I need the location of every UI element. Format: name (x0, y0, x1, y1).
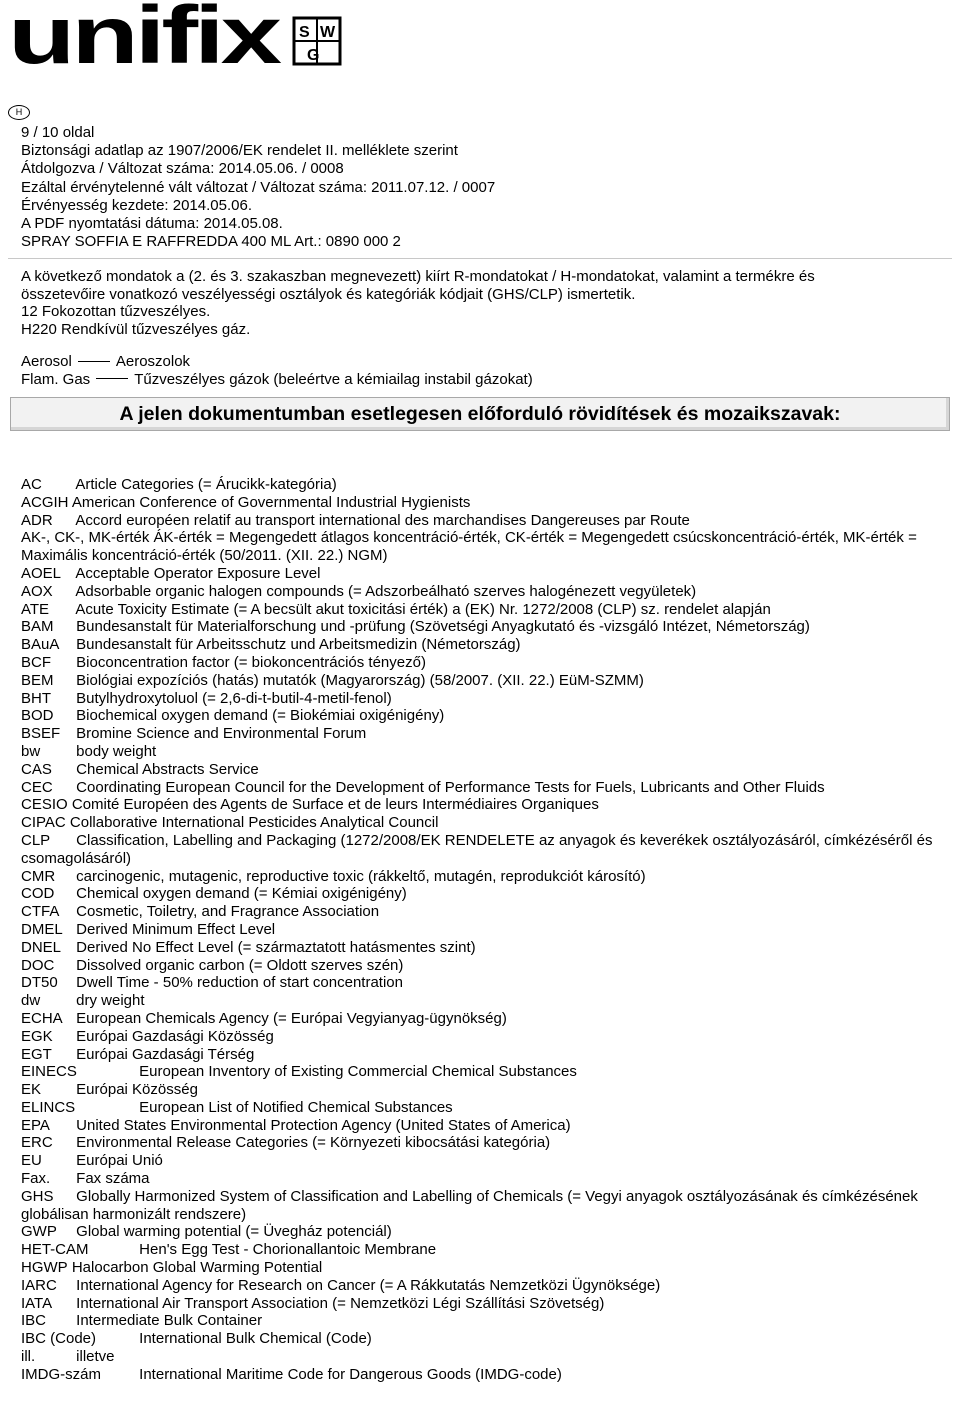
abbreviation-term: dw (21, 992, 41, 1010)
abbreviation-term: IBC (21, 1312, 47, 1330)
abbreviation-term: DOC (21, 956, 55, 974)
abbreviation-term: GWP (21, 1223, 57, 1241)
abbreviation-definition: ÁK-érték = Megengedett átlagos koncentráció-érték, CK-érték = Megengedett csúcskoncentráció-érték, MK-érték = Maximális koncentráció-érték (50/2011. (XII. 22.) NGM) (21, 529, 917, 565)
abbreviation-term: BAuA (21, 636, 60, 654)
hazard-line: 12 Fokozottan tűzveszélyes. (21, 303, 211, 320)
abbreviation-row (21, 654, 946, 672)
abbreviation-term: HET-CAM (21, 1241, 89, 1259)
abbreviation-row (21, 707, 946, 725)
abbreviation-definition: Acute Toxicity Estimate (= A becsült akut toxicitási érték) a (EK) Nr. 1272/2008 (CLP) sz. rendelet alapján (75, 600, 771, 618)
abbreviation-row (21, 1063, 946, 1081)
product-name: SPRAY SOFFIA E RAFFREDDA 400 ML Art.: 0890 000 2 (21, 233, 401, 251)
abbreviation-term: DNEL (21, 938, 62, 956)
logo-wordmark: unifix (8, 0, 282, 72)
abbreviation-definition: body weight (76, 742, 157, 760)
abbreviation-term: BSEF (21, 725, 61, 743)
abbreviation-row (21, 1046, 946, 1064)
abbreviation-term: ATE (21, 600, 50, 618)
abbreviation-definition: Bundesanstalt für Materialforschung und -prüfung (Szövetségi Anyagkutató és -vizsgáló Intézet, Németország) (76, 618, 810, 636)
em-dash-icon (96, 378, 128, 379)
abbreviation-row (21, 1330, 946, 1348)
abbreviation-row (21, 690, 946, 708)
abbreviation-row (21, 1081, 946, 1099)
abbreviation-term: EPA (21, 1116, 50, 1134)
abbreviation-definition: International Bulk Chemical (Code) (139, 1330, 372, 1348)
valid-from: Érvényesség kezdete: 2014.05.06. (21, 196, 252, 214)
abbreviation-term: HGWP (21, 1259, 68, 1277)
abbreviation-row (21, 672, 946, 690)
abbreviation-definition: European Inventory of Existing Commercial Chemical Substances (139, 1063, 577, 1081)
abbreviation-definition: Dissolved organic carbon (= Oldott szerves szén) (76, 956, 404, 974)
abbreviation-definition: Comité Européen des Agents de Surface et de leurs Intermédiaires Organiques (71, 796, 599, 814)
abbreviation-definition: Intermediate Bulk Container (76, 1312, 263, 1330)
abbreviation-term: CAS (21, 760, 52, 778)
abbreviation-term: ERC (21, 1134, 53, 1152)
abbreviation-row (21, 1241, 946, 1259)
abbreviation-row (21, 529, 946, 565)
abbreviation-definition: Bioconcentration factor (= biokoncentrációs tényező) (76, 653, 426, 671)
abbreviation-term: EGK (21, 1027, 53, 1045)
abbreviation-definition: International Maritime Code for Dangerous Goods (IMDG-code) (139, 1365, 562, 1383)
abbreviation-definition: International Air Transport Association (= Nemzetközi Légi Szállítási Szövetség) (76, 1294, 605, 1312)
abbreviation-definition: Chemical oxygen demand (= Kémiai oxigénigény) (76, 885, 407, 903)
abbreviation-definition: Cosmetic, Toiletry, and Fragrance Association (76, 903, 380, 921)
abbreviation-term: AK-, CK-, MK-érték (21, 529, 150, 547)
abbreviation-term: AC (21, 476, 42, 493)
abbreviation-row (21, 725, 946, 743)
abbreviation-definition: Bromine Science and Environmental Forum (76, 725, 367, 743)
abbreviation-row (21, 1223, 946, 1241)
abbreviation-row (21, 618, 946, 636)
abbreviation-definition: Fax száma (76, 1170, 150, 1188)
svg-text:G: G (307, 47, 320, 64)
abbreviation-term: COD (21, 885, 55, 903)
abbreviation-row (21, 1188, 946, 1224)
abbreviation-definition: dry weight (76, 992, 145, 1010)
abbreviation-row (21, 565, 946, 583)
abbreviation-row (21, 974, 946, 992)
abbreviation-term: CTFA (21, 903, 60, 921)
hazard-class-flam-gas: Flam. Gas Tűzveszélyes gázok (beleértve a kémiailag instabil gázokat) (21, 370, 533, 388)
abbreviation-row (21, 903, 946, 921)
abbreviation-definition: Acceptable Operator Exposure Level (75, 564, 321, 582)
abbreviation-definition: American Conference of Governmental Industrial Hygienists (71, 493, 471, 511)
document-type: Biztonsági adatlap az 1907/2006/EK rendelet II. melléklete szerint (21, 142, 458, 160)
abbreviation-term: BOD (21, 707, 54, 725)
abbreviation-term: DMEL (21, 920, 63, 938)
pdf-print-date: A PDF nyomtatási dátuma: 2014.05.08. (21, 215, 283, 233)
abbreviation-term: Fax. (21, 1170, 51, 1188)
abbreviation-definition: Európai Gazdasági Közösség (76, 1027, 274, 1045)
abbreviation-term: ill. (21, 1348, 36, 1366)
abbreviation-row (21, 1099, 946, 1117)
abbreviation-term: EU (21, 1152, 42, 1170)
abbreviation-term: CESIO (21, 796, 68, 814)
abbreviation-term: CMR (21, 867, 56, 885)
abbreviation-row (21, 1295, 946, 1313)
abbreviation-term: IMDG-szám (21, 1365, 101, 1383)
abbreviation-term: BEM (21, 671, 54, 689)
abbreviation-definition: Accord européen relatif au transport international des marchandises Dangereuses par Route (75, 511, 690, 529)
abbreviation-term: AOEL (21, 564, 62, 582)
abbreviation-definition: Derived No Effect Level (= származtatott hatásmentes szint) (76, 938, 476, 956)
abbreviation-definition: Halocarbon Global Warming Potential (71, 1259, 323, 1277)
abbreviation-definition: European List of Notified Chemical Substances (139, 1098, 453, 1116)
abbreviation-term: IATA (21, 1294, 53, 1312)
abbreviation-row (21, 601, 946, 619)
abbreviation-definition: Butylhydroxytoluol (= 2,6-di-t-butil-4-metil-fenol) (76, 689, 392, 707)
svg-text:S: S (299, 24, 310, 41)
page-number: 9 / 10 oldal (21, 124, 95, 141)
abbreviation-definition: European Chemicals Agency (= Európai Vegyianyag-ügynökség) (76, 1009, 507, 1027)
unifix-logo (8, 0, 358, 72)
abbreviation-term: EGT (21, 1045, 52, 1063)
revision-info: Átdolgozva / Változat száma: 2014.05.06. / 0008 (21, 160, 344, 178)
abbreviation-definition: Derived Minimum Effect Level (76, 920, 276, 938)
abbreviation-definition: Global warming potential (= Üvegház potenciál) (76, 1223, 392, 1241)
abbreviation-definition: Collaborative International Pesticides Analytical Council (69, 814, 439, 832)
svg-text:W: W (320, 24, 336, 41)
abbreviation-term: GHS (21, 1187, 54, 1205)
abbreviation-row (21, 779, 946, 797)
abbreviation-row (21, 1152, 946, 1170)
abbreviation-term: EK (21, 1081, 42, 1099)
abbreviation-term: ECHA (21, 1009, 63, 1027)
abbreviation-row (21, 1259, 946, 1277)
abbreviation-row (21, 1348, 946, 1366)
abbreviation-definition: Classification, Labelling and Packaging (1272/2008/EK RENDELETE az anyagok és keverékek osztályozásáról, címkézéséről és csomagolásáról) (21, 831, 933, 867)
abbreviation-definition: International Agency for Research on Cancer (= A Rákkutatás Nemzetközi Ügynöksége) (76, 1276, 661, 1294)
abbreviation-row (21, 1312, 946, 1330)
abbreviation-definition: Bundesanstalt für Arbeitsschutz und Arbeitsmedizin (Németország) (76, 636, 521, 654)
intro-line: A következő mondatok a (2. és 3. szakaszban megnevezett) kiírt R-mondatokat / H-mondatokat, valamint a termékre és (21, 268, 815, 285)
em-dash-icon (78, 361, 110, 362)
abbreviation-definition: Article Categories (= Árucikk-kategória) (75, 476, 337, 493)
abbreviation-definition: Adsorbable organic halogen compounds (= Adszorbeálható szerves halogénezett vegyületek) (75, 582, 697, 600)
abbreviation-definition: illetve (76, 1348, 115, 1366)
document-header (21, 124, 495, 251)
abbreviation-definition: carcinogenic, mutagenic, reproductive toxic (rákkeltő, mutagén, reprodukciót károsító) (76, 867, 646, 885)
abbreviation-row (21, 814, 946, 832)
abbreviation-row (21, 1170, 946, 1188)
abbreviation-row (21, 1277, 946, 1295)
abbreviation-term: IARC (21, 1276, 57, 1294)
abbreviation-row (21, 868, 946, 886)
abbreviation-term: BCF (21, 653, 51, 671)
abbreviation-term: EINECS (21, 1063, 77, 1081)
abbreviation-row (21, 1010, 946, 1028)
abbreviation-row (21, 957, 946, 975)
abbreviation-row (21, 743, 946, 761)
abbreviation-term: ADR (21, 511, 53, 529)
abbreviation-row (21, 1366, 946, 1384)
abbreviation-definition: Biochemical oxygen demand (= Biokémiai oxigénigény) (76, 707, 445, 725)
abbreviation-term: BAM (21, 618, 54, 636)
abbreviations-heading: A jelen dokumentumban esetlegesen előforduló rövidítések és mozaikszavak: (10, 397, 950, 431)
abbreviation-term: ELINCS (21, 1098, 76, 1116)
abbreviation-row (21, 885, 946, 903)
abbreviation-row (21, 494, 946, 512)
intro-line: összetevőire vonatkozó veszélyességi osztályok és kategóriák kódjait (GHS/CLP) ismertetik. (21, 285, 636, 303)
abbreviation-row (21, 921, 946, 939)
abbreviation-term: BHT (21, 689, 51, 707)
abbreviation-row (21, 939, 946, 957)
abbreviation-definition: Biológiai expozíciós (hatás) mutatók (Magyarország) (58/2007. (XII. 22.) EüM-SZMM) (76, 671, 644, 689)
abbreviation-term: AOX (21, 582, 53, 600)
abbreviation-row (21, 1117, 946, 1135)
abbreviation-list (21, 476, 946, 1384)
abbreviation-row (21, 1028, 946, 1046)
language-badge: H (8, 105, 30, 120)
abbreviation-definition: Coordinating European Council for the Development of Performance Tests for Fuels, Lubricants and Other Fluids (76, 778, 825, 796)
header-divider (8, 258, 952, 259)
hazard-line: H220 Rendkívül tűzveszélyes gáz. (21, 320, 251, 338)
abbreviation-row (21, 636, 946, 654)
abbreviation-term: DT50 (21, 974, 58, 992)
abbreviation-definition: Globally Harmonized System of Classification and Labelling of Chemicals (= Vegyi anyagok osztályozásának és címkézésének globálisan harmonizált rendszere) (21, 1187, 918, 1223)
abbreviation-definition: Environmental Release Categories (= Környezeti kibocsátási kategória) (76, 1134, 551, 1152)
abbreviation-definition: Chemical Abstracts Service (76, 760, 259, 778)
abbreviation-row (21, 761, 946, 779)
abbreviation-row (21, 512, 946, 530)
abbreviation-definition: United States Environmental Protection Agency (United States of America) (76, 1116, 571, 1134)
hazard-class-aerosol: Aerosol Aeroszolok (21, 353, 191, 370)
abbreviation-row (21, 476, 946, 494)
abbreviation-definition: Európai Unió (76, 1152, 163, 1170)
abbreviation-definition: Hen's Egg Test - Chorionallantoic Membrane (139, 1241, 437, 1259)
abbreviation-row (21, 832, 946, 868)
superseded-version: Ezáltal érvénytelenné vált változat / Változat száma: 2011.07.12. / 0007 (21, 178, 496, 196)
abbreviation-row (21, 583, 946, 601)
abbreviation-term: CLP (21, 831, 51, 849)
abbreviation-definition: Európai Közösség (76, 1081, 198, 1099)
abbreviation-term: IBC (Code) (21, 1330, 97, 1348)
abbreviation-term: CEC (21, 778, 53, 796)
abbreviation-term: ACGIH (21, 493, 69, 511)
hazard-statements-section (21, 268, 815, 388)
abbreviation-term: bw (21, 742, 41, 760)
abbreviation-definition: Dwell Time - 50% reduction of start concentration (76, 974, 403, 992)
abbreviation-row (21, 1134, 946, 1152)
abbreviation-row (21, 992, 946, 1010)
swg-emblem-icon (294, 18, 340, 64)
abbreviation-definition: Európai Gazdasági Térség (76, 1045, 255, 1063)
abbreviation-row (21, 796, 946, 814)
abbreviation-term: CIPAC (21, 814, 66, 832)
